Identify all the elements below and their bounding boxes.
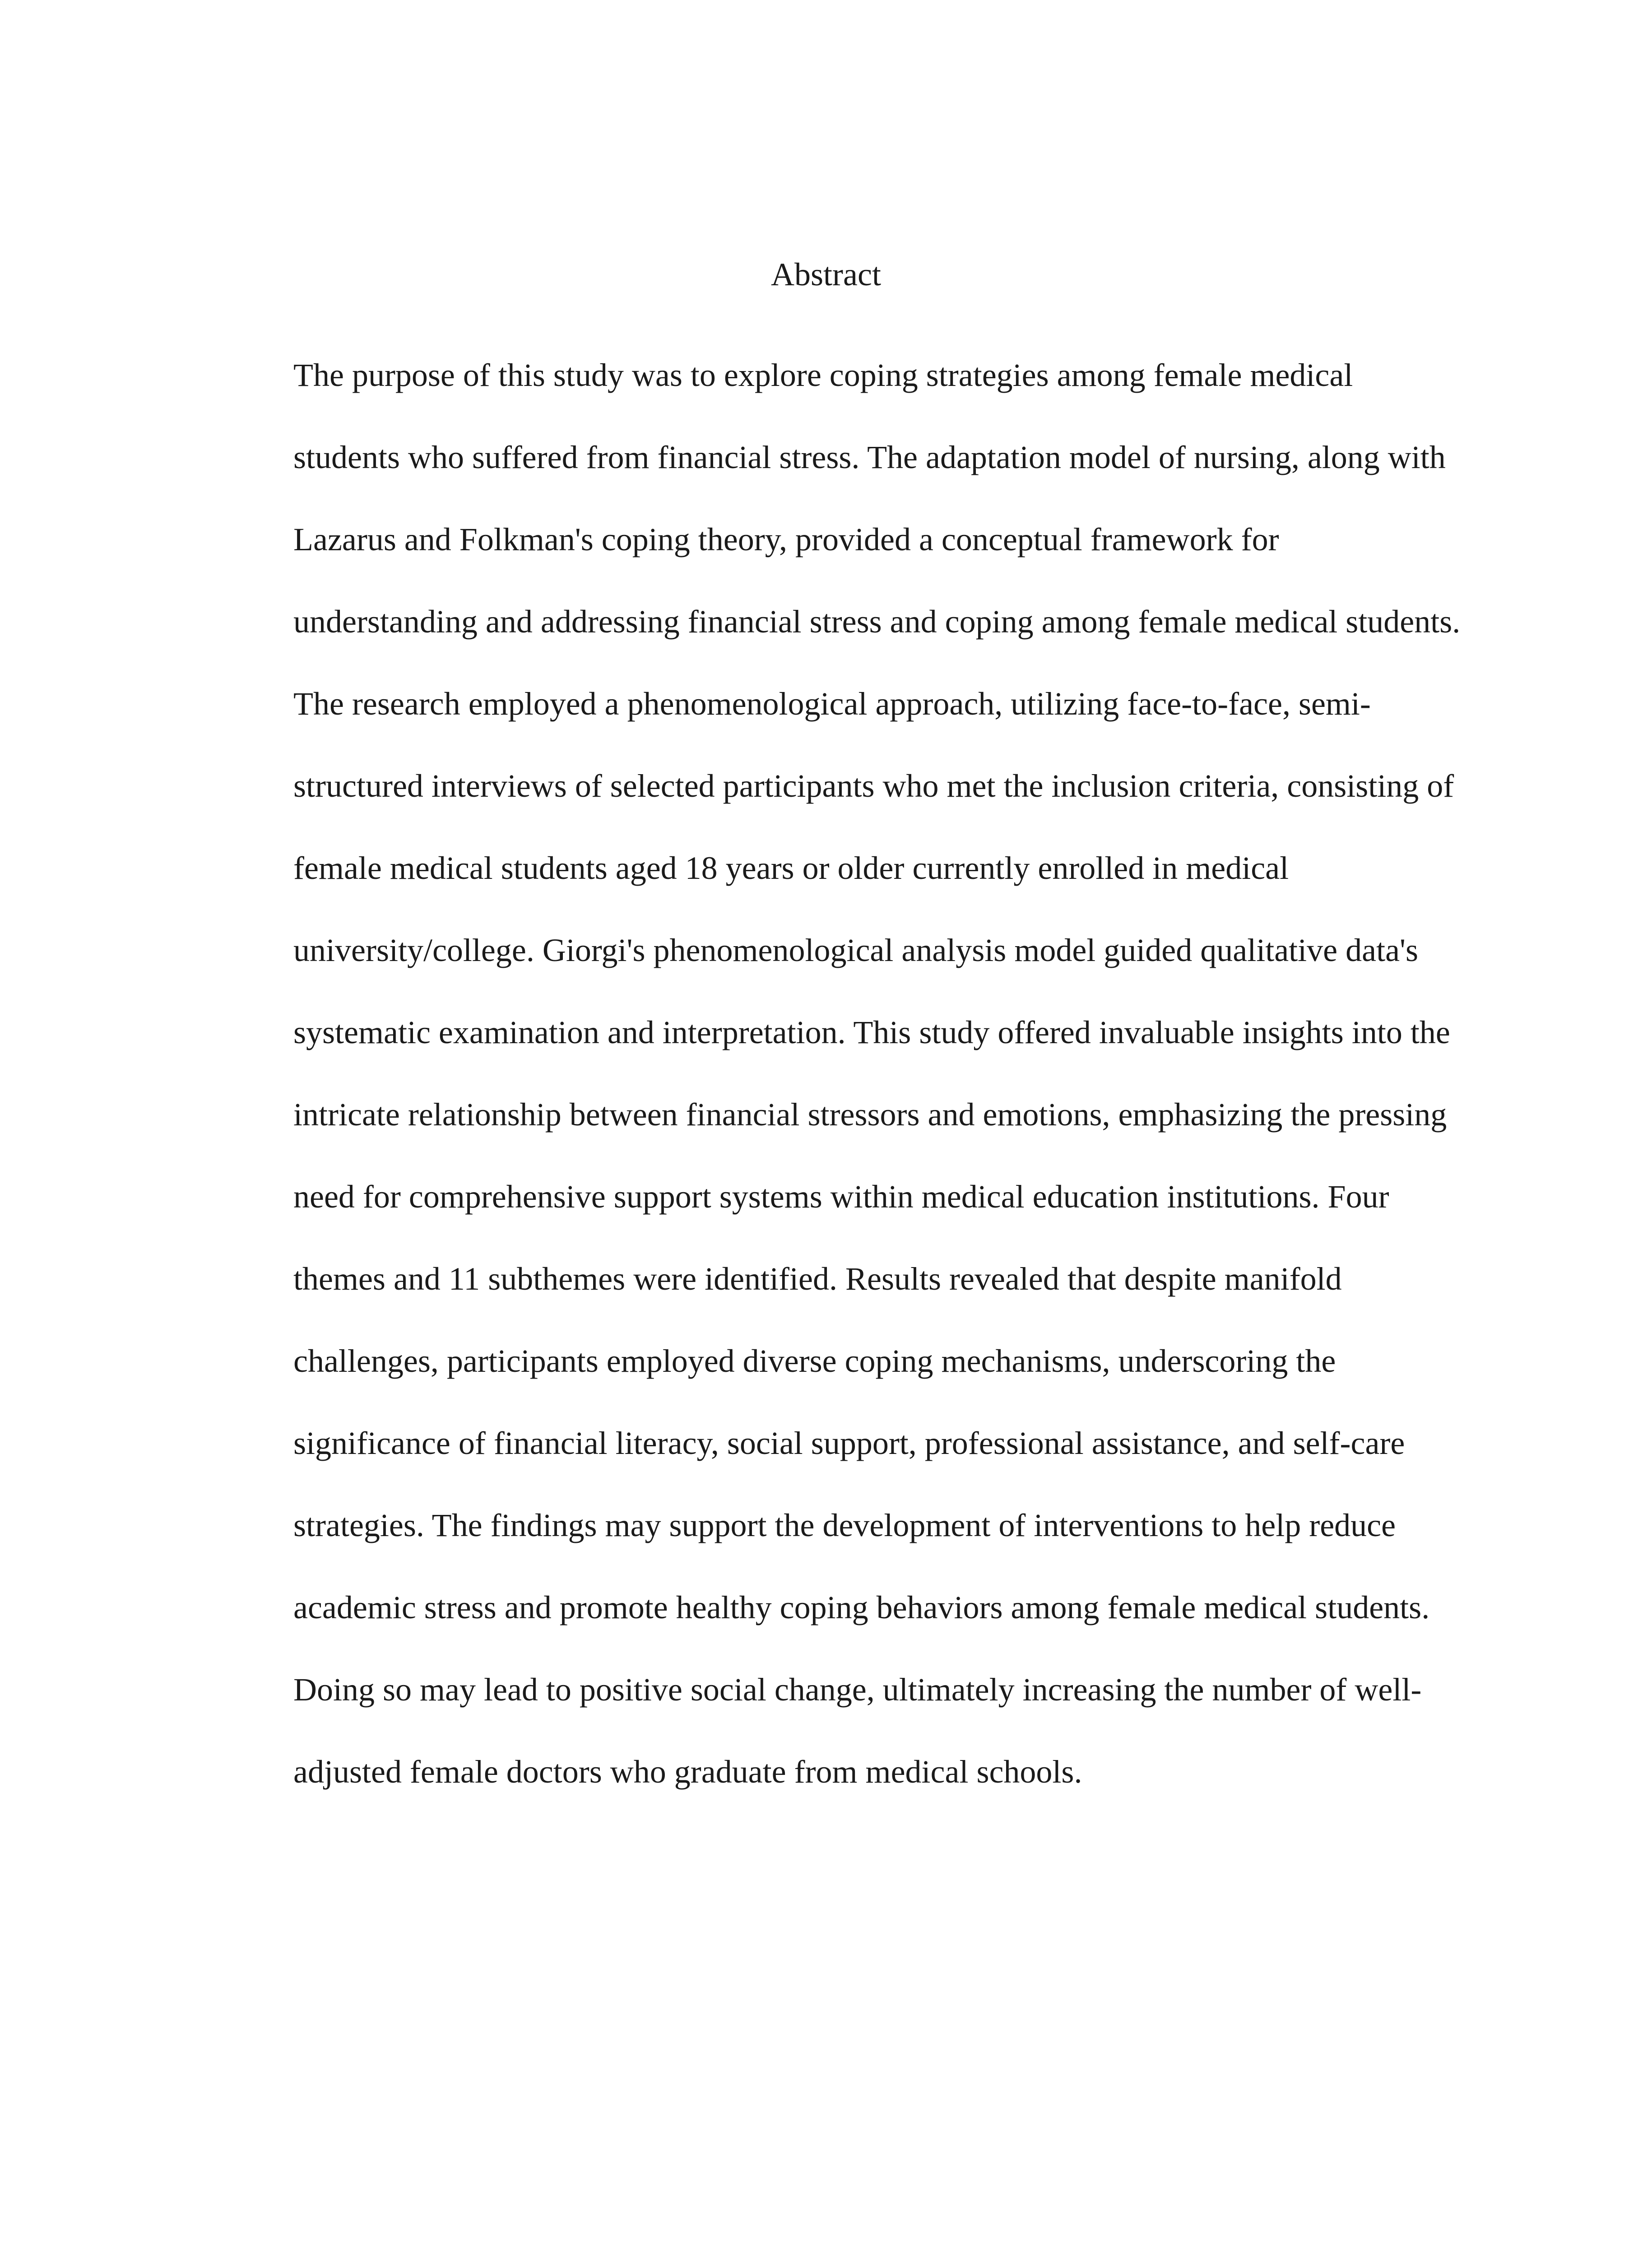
- abstract-line: need for comprehensive support systems within medical education institutions. Four: [293, 1179, 1389, 1215]
- abstract-line: strategies. The findings may support the development of interventions to help reduce: [293, 1507, 1396, 1543]
- abstract-line: The research employed a phenomenological approach, utilizing face-to-face, semi-: [293, 686, 1371, 722]
- abstract-line: adjusted female doctors who graduate from medical schools.: [293, 1754, 1082, 1790]
- abstract-line: themes and 11 subthemes were identified. Results revealed that despite manifold: [293, 1261, 1342, 1297]
- abstract-line: academic stress and promote healthy coping behaviors among female medical students.: [293, 1589, 1430, 1625]
- abstract-line: Doing so may lead to positive social change, ultimately increasing the number of well-: [293, 1672, 1422, 1708]
- abstract-line: students who suffered from financial stress. The adaptation model of nursing, along with: [293, 439, 1446, 475]
- abstract-line: The purpose of this study was to explore coping strategies among female medical: [293, 357, 1353, 393]
- abstract-line: understanding and addressing financial stress and coping among female medical students.: [293, 604, 1461, 640]
- abstract-line: Lazarus and Folkman's coping theory, provided a conceptual framework for: [293, 521, 1279, 557]
- abstract-line: university/college. Giorgi's phenomenological analysis model guided qualitative data's: [293, 932, 1419, 968]
- abstract-body: [293, 334, 1503, 1813]
- abstract-line: challenges, participants employed diverse coping mechanisms, underscoring the: [293, 1343, 1336, 1379]
- abstract-line: female medical students aged 18 years or older currently enrolled in medical: [293, 850, 1289, 886]
- abstract-line: intricate relationship between financial stressors and emotions, emphasizing the pressing: [293, 1096, 1447, 1133]
- abstract-line: structured interviews of selected participants who met the inclusion criteria, consisting of: [293, 768, 1454, 804]
- abstract-line: systematic examination and interpretation. This study offered invaluable insights into the: [293, 1014, 1450, 1050]
- abstract-heading: Abstract: [771, 256, 881, 293]
- abstract-line: significance of financial literacy, social support, professional assistance, and self-care: [293, 1425, 1405, 1461]
